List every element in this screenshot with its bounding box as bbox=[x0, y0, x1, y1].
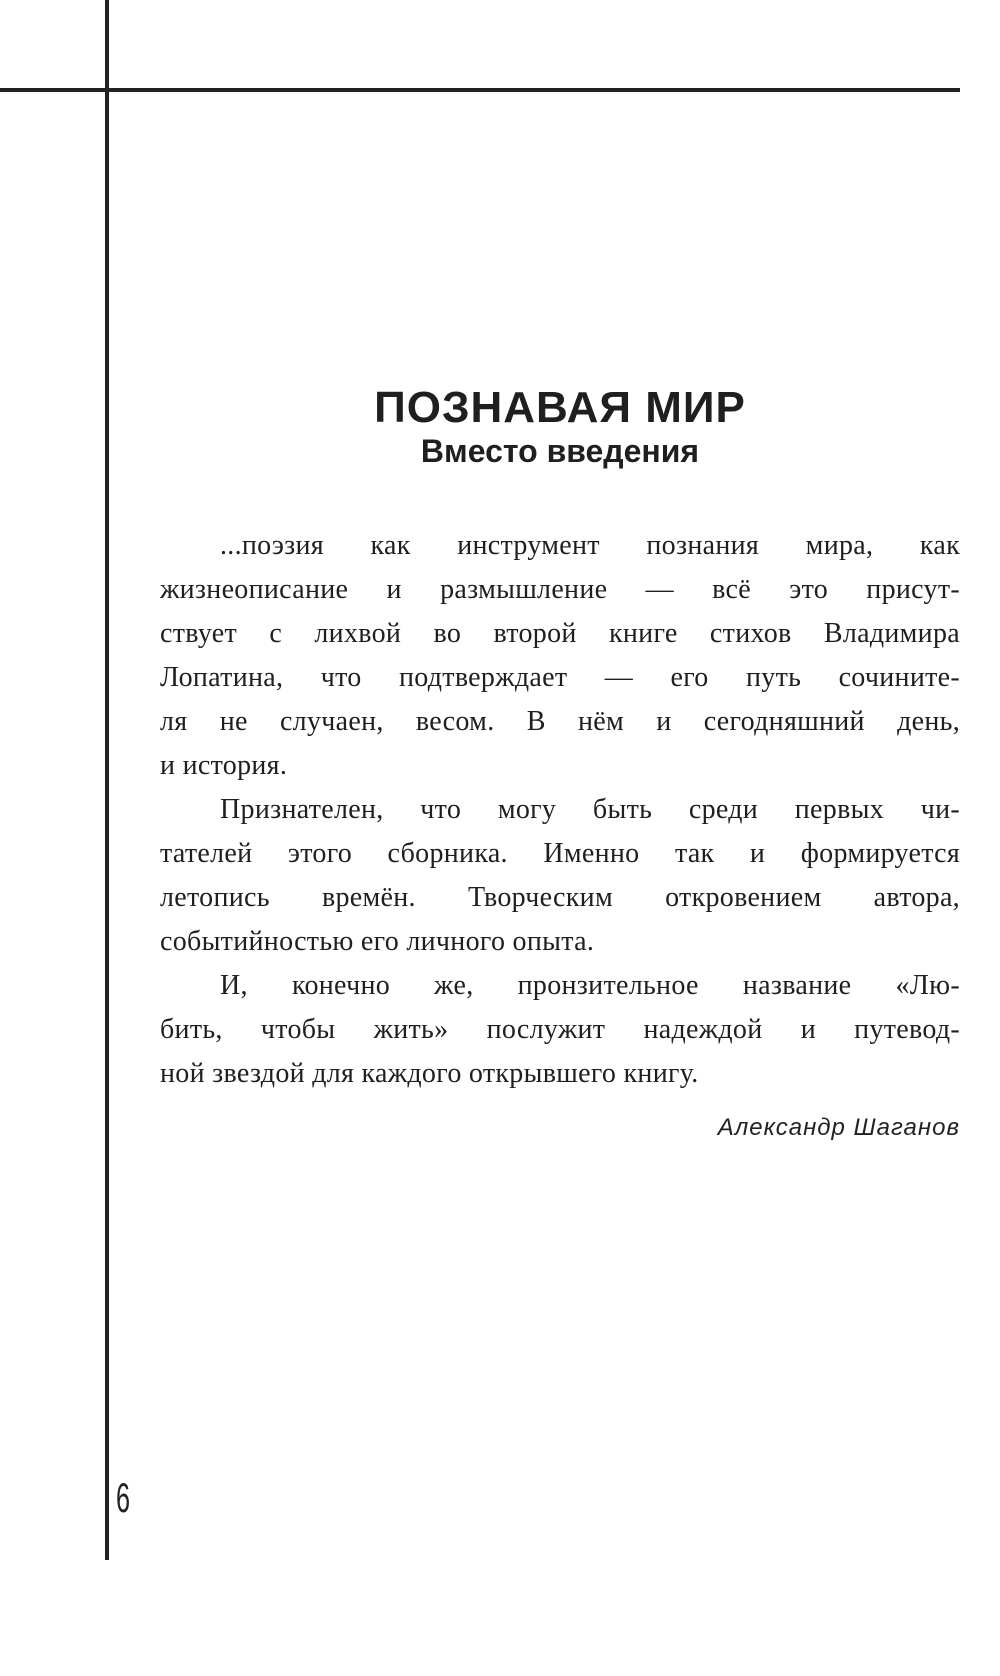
chapter-heading bbox=[160, 384, 960, 470]
vertical-rule bbox=[105, 0, 109, 1560]
text-line: ствует с лихвой во второй книге стихов Владимира bbox=[160, 618, 960, 649]
text-line: И, конечно же, пронзительное название «Лю- bbox=[220, 970, 960, 1001]
author-signature: Александр Шаганов bbox=[717, 1114, 960, 1141]
page-number: 6 bbox=[116, 1474, 131, 1521]
text-line: бить, чтобы жить» послужит надеждой и путевод- bbox=[160, 1014, 960, 1045]
text-line: жизнеописание и размышление — всё это присут- bbox=[160, 574, 960, 605]
horizontal-rule bbox=[0, 88, 960, 92]
text-line: тателей этого сборника. Именно так и формируется bbox=[160, 838, 960, 869]
text-line: Лопатина, что подтверждает — его путь сочините- bbox=[160, 662, 960, 693]
chapter-subtitle: Вместо введения bbox=[420, 433, 700, 469]
text-line: ной звездой для каждого открывшего книгу. bbox=[160, 1058, 699, 1089]
text-line: летопись времён. Творческим откровением автора, bbox=[160, 882, 960, 913]
body-text bbox=[160, 524, 960, 1096]
text-line: Признателен, что могу быть среди первых чи- bbox=[220, 794, 960, 825]
text-line: событийностью его личного опыта. bbox=[160, 926, 595, 957]
text-line: ...поэзия как инструмент познания мира, как bbox=[220, 530, 960, 561]
chapter-title: ПОЗНАВАЯ МИР bbox=[374, 383, 746, 432]
text-line: ля не случаен, весом. В нём и сегодняшний день, bbox=[160, 706, 960, 737]
text-line: и история. bbox=[160, 750, 288, 781]
